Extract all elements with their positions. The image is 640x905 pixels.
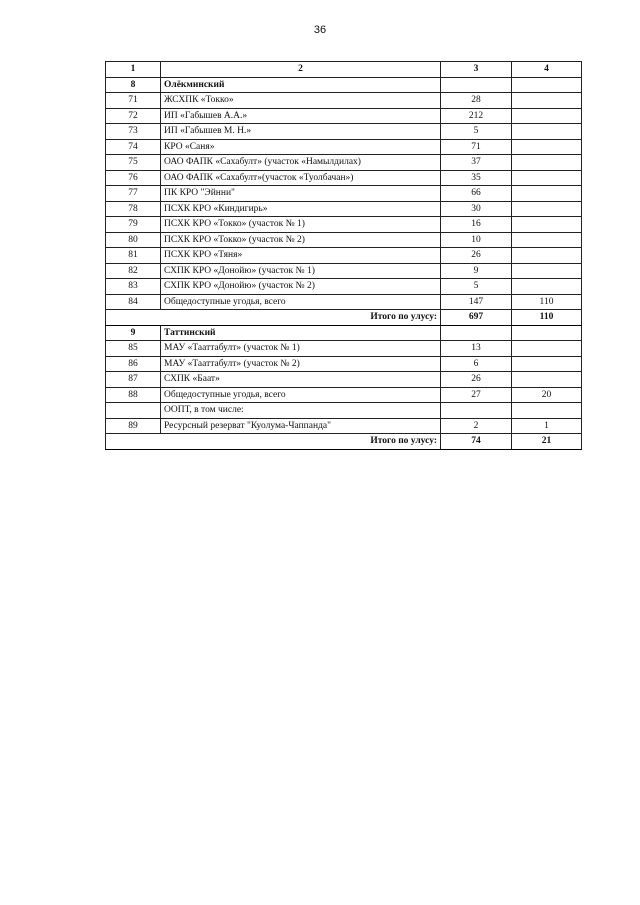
row-name: ЖСХПК «Токко» (161, 93, 441, 109)
region-number: 9 (106, 325, 161, 341)
row-name: Общедоступные угодья, всего (161, 387, 441, 403)
row-name: КРО «Саня» (161, 139, 441, 155)
region-row (106, 77, 582, 93)
row-name: ПК КРО "Эйнни" (161, 186, 441, 202)
row-value-col3: 212 (441, 108, 512, 124)
row-value-col3: 66 (441, 186, 512, 202)
table-row (106, 186, 582, 202)
table-row (106, 372, 582, 388)
row-number: 89 (106, 418, 161, 434)
table-row (106, 418, 582, 434)
row-number: 71 (106, 93, 161, 109)
row-name: МАУ «Тааттабулт» (участок № 2) (161, 356, 441, 372)
row-value-col4 (512, 217, 582, 233)
row-name: ОАО ФАПК «Сахабулт»(участок «Туолбачан») (161, 170, 441, 186)
row-value-col4 (512, 139, 582, 155)
row-name: Общедоступные угодья, всего (161, 294, 441, 310)
row-value-col3: 10 (441, 232, 512, 248)
empty-cell (512, 77, 582, 93)
table-row (106, 356, 582, 372)
table-row (106, 279, 582, 295)
row-number: 75 (106, 155, 161, 171)
total-row (106, 434, 582, 450)
row-number: 74 (106, 139, 161, 155)
column-header: 4 (512, 62, 582, 78)
row-value-col3: 26 (441, 248, 512, 264)
row-value-col4 (512, 279, 582, 295)
total-value-col4: 110 (512, 310, 582, 326)
row-value-col4 (512, 170, 582, 186)
table-row (106, 93, 582, 109)
row-value-col4 (512, 248, 582, 264)
row-value-col4 (512, 372, 582, 388)
row-value-col3: 13 (441, 341, 512, 357)
row-name: СХПК КРО «Донойю» (участок № 2) (161, 279, 441, 295)
table-row (106, 232, 582, 248)
row-number: 80 (106, 232, 161, 248)
row-value-col3: 5 (441, 124, 512, 140)
empty-cell (441, 77, 512, 93)
row-value-col4: 1 (512, 418, 582, 434)
row-value-col4 (512, 356, 582, 372)
row-number: 76 (106, 170, 161, 186)
region-name: Олёкминский (161, 77, 441, 93)
table-row (106, 170, 582, 186)
row-value-col3: 71 (441, 139, 512, 155)
column-header: 3 (441, 62, 512, 78)
table-row (106, 263, 582, 279)
region-number: 8 (106, 77, 161, 93)
table-row (106, 387, 582, 403)
row-value-col3: 28 (441, 93, 512, 109)
total-value-col3: 74 (441, 434, 512, 450)
table-body (106, 77, 582, 449)
row-name: ПСХК КРО «Токко» (участок № 1) (161, 217, 441, 233)
row-value-col4 (512, 232, 582, 248)
data-table (105, 61, 582, 450)
column-header: 1 (106, 62, 161, 78)
row-number: 88 (106, 387, 161, 403)
row-name: МАУ «Тааттабулт» (участок № 1) (161, 341, 441, 357)
table-row (106, 201, 582, 217)
table-row (106, 124, 582, 140)
row-value-col3: 30 (441, 201, 512, 217)
table-row (106, 155, 582, 171)
row-value-col3 (441, 403, 512, 419)
empty-cell (441, 325, 512, 341)
row-value-col3: 16 (441, 217, 512, 233)
row-number: 84 (106, 294, 161, 310)
row-name: Ресурсный резерват "Куолума-Чаппанда" (161, 418, 441, 434)
row-number: 72 (106, 108, 161, 124)
row-number (106, 403, 161, 419)
row-name: ИП «Габышев А.А.» (161, 108, 441, 124)
total-row (106, 310, 582, 326)
table-row (106, 139, 582, 155)
row-name: ООПТ, в том числе: (161, 403, 441, 419)
row-value-col4 (512, 155, 582, 171)
page-number: 36 (313, 24, 327, 36)
total-label: Итого по улусу: (106, 434, 441, 450)
row-value-col4 (512, 403, 582, 419)
row-number: 83 (106, 279, 161, 295)
row-value-col3: 35 (441, 170, 512, 186)
row-value-col3: 5 (441, 279, 512, 295)
row-value-col4: 110 (512, 294, 582, 310)
row-value-col3: 9 (441, 263, 512, 279)
row-name: ПСХК КРО «Киндигирь» (161, 201, 441, 217)
region-name: Таттинский (161, 325, 441, 341)
row-name: СХПК КРО «Донойю» (участок № 1) (161, 263, 441, 279)
table-row (106, 294, 582, 310)
empty-cell (512, 325, 582, 341)
total-value-col3: 697 (441, 310, 512, 326)
region-row (106, 325, 582, 341)
total-value-col4: 21 (512, 434, 582, 450)
row-number: 86 (106, 356, 161, 372)
row-number: 73 (106, 124, 161, 140)
row-value-col3: 6 (441, 356, 512, 372)
row-value-col4 (512, 93, 582, 109)
table-row (106, 108, 582, 124)
row-value-col3: 26 (441, 372, 512, 388)
row-value-col4: 20 (512, 387, 582, 403)
row-number: 78 (106, 201, 161, 217)
header-row (106, 62, 582, 78)
row-number: 85 (106, 341, 161, 357)
table-row (106, 248, 582, 264)
row-value-col3: 147 (441, 294, 512, 310)
row-value-col3: 27 (441, 387, 512, 403)
table-row (106, 403, 582, 419)
row-value-col3: 2 (441, 418, 512, 434)
table-row (106, 341, 582, 357)
row-number: 77 (106, 186, 161, 202)
row-name: ПСХК КРО «Тяня» (161, 248, 441, 264)
row-name: ИП «Габышев М. Н.» (161, 124, 441, 140)
total-label: Итого по улусу: (106, 310, 441, 326)
row-name: ОАО ФАПК «Сахабулт» (участок «Намылдилах) (161, 155, 441, 171)
column-header: 2 (161, 62, 441, 78)
row-value-col4 (512, 124, 582, 140)
row-value-col4 (512, 201, 582, 217)
row-number: 79 (106, 217, 161, 233)
row-name: ПСХК КРО «Токко» (участок № 2) (161, 232, 441, 248)
row-value-col4 (512, 186, 582, 202)
table-row (106, 217, 582, 233)
row-value-col3: 37 (441, 155, 512, 171)
row-number: 87 (106, 372, 161, 388)
row-name: СХПК «Баат» (161, 372, 441, 388)
row-value-col4 (512, 341, 582, 357)
row-number: 81 (106, 248, 161, 264)
row-value-col4 (512, 108, 582, 124)
row-value-col4 (512, 263, 582, 279)
row-number: 82 (106, 263, 161, 279)
